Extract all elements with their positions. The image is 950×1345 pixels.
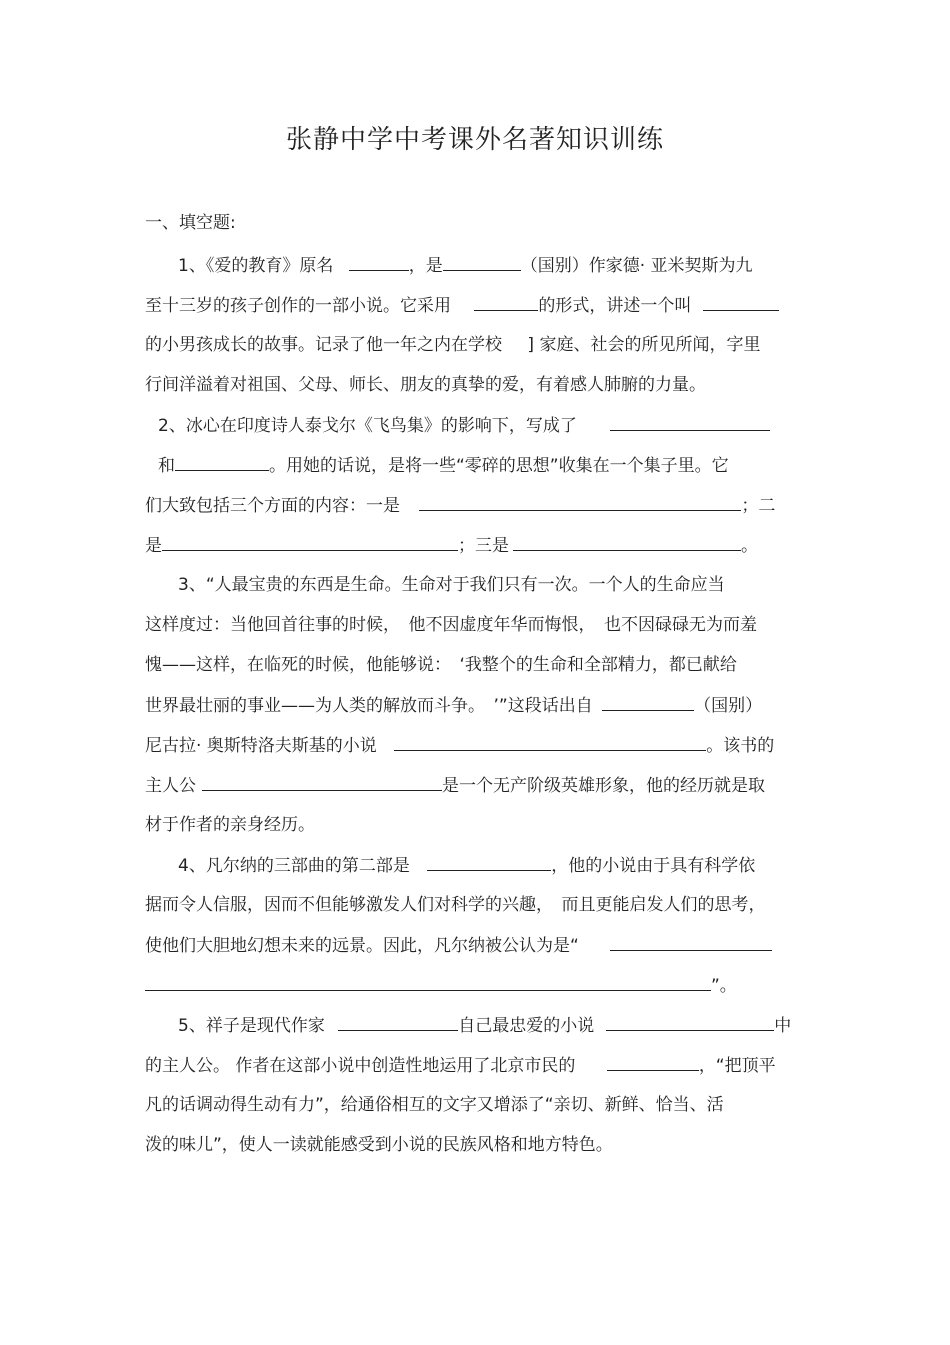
blank-title-1 bbox=[610, 934, 772, 951]
q3-line-3: 愧——这样，在临死的时候，他能够说： ‘我整个的生命和全部精力，都已献给 bbox=[145, 655, 737, 675]
q1-line-4: 行间洋溢着对祖国、父母、师长、朋友的真挚的爱，有着感人肺腑的力量。 bbox=[145, 375, 706, 395]
q1-text: ，是 bbox=[408, 256, 443, 276]
q1-line-1 bbox=[178, 254, 753, 277]
q3-line-1: 3、“人最宝贵的东西是生命。生命对于我们只有一次。一个人的生命应当 bbox=[178, 575, 725, 595]
blank-content-1 bbox=[419, 494, 741, 511]
q1-text: 至十三岁的孩子创作的一部小说。它采用 bbox=[145, 296, 451, 316]
q2-text: ；三是 bbox=[458, 536, 509, 556]
q5-text: 的主人公。 作者在这部小说中创造性地运用了北京市民的 bbox=[145, 1056, 576, 1076]
q3-text: 尼古拉· 奥斯特洛夫斯基的小说 bbox=[145, 736, 377, 756]
q5-text: ，“把顶平 bbox=[698, 1056, 776, 1076]
q2-line-3 bbox=[145, 494, 775, 517]
q5-line-3: 凡的话调动得生动有力”，给通俗相互的文字又增添了“亲切、新鲜、恰当、活 bbox=[145, 1095, 724, 1115]
blank-work-1 bbox=[610, 414, 770, 431]
q5-line-2 bbox=[145, 1054, 776, 1077]
q4-text: 4、凡尔纳的三部曲的第二部是 bbox=[178, 856, 410, 876]
q4-line-1 bbox=[178, 854, 755, 877]
q2-line-2 bbox=[158, 454, 729, 477]
q5-text: 自己最忠爱的小说 bbox=[458, 1016, 595, 1036]
q2-text: 们大致包括三个方面的内容：一是 bbox=[145, 496, 400, 516]
blank-country bbox=[602, 694, 694, 711]
q3-text: 是一个无产阶级英雄形象，他的经历就是取 bbox=[442, 776, 765, 796]
q1-line-2 bbox=[145, 294, 779, 317]
section-heading: 一、填空题: bbox=[145, 213, 236, 233]
blank-author bbox=[338, 1014, 458, 1031]
q4-line-2: 据而令人信服，因而不但能够激发人们对科学的兴趣， 而且更能启发人们的思考， bbox=[145, 895, 766, 915]
page-title: 张静中学中考课外名著知识训练 bbox=[285, 125, 664, 155]
q1-line-3 bbox=[145, 334, 760, 356]
blank-boy-name bbox=[703, 294, 779, 311]
q4-text: ，他的小说由于具有科学依 bbox=[551, 856, 756, 876]
q3-line-5 bbox=[145, 734, 774, 757]
q3-text: 。该书的 bbox=[706, 736, 775, 756]
q5-text: 5、祥子是现代作家 bbox=[178, 1016, 325, 1036]
q1-text: （国别）作家德· 亚米契斯为九 bbox=[520, 256, 753, 276]
blank-country bbox=[443, 254, 521, 271]
blank-content-2 bbox=[162, 534, 458, 551]
q3-line-2: 这样度过：当他回首往事的时候， 他不因虚度年华而悔恨， 也不因碌碌无为而羞 bbox=[145, 615, 757, 635]
q3-text: 世界最壮丽的事业——为人类的解放而斗争。 ’”这段话出自 bbox=[145, 696, 593, 716]
blank-form bbox=[474, 294, 538, 311]
q1-text: 的小男孩成长的故事。记录了他一年之内在学校 bbox=[145, 335, 502, 355]
q4-line-4 bbox=[145, 974, 737, 997]
q3-line-4 bbox=[145, 694, 762, 717]
blank-language bbox=[607, 1054, 699, 1071]
blank-novel bbox=[606, 1014, 774, 1031]
q2-text: 是 bbox=[145, 536, 162, 556]
blank-protagonist bbox=[202, 774, 442, 791]
blank-second-part bbox=[427, 854, 551, 871]
q2-text: 。 bbox=[741, 536, 758, 556]
q3-text: （国别） bbox=[694, 696, 763, 716]
q1-text: ] 家庭、社会的所见所闻，字里 bbox=[527, 335, 761, 355]
q2-text: ；二 bbox=[741, 496, 776, 516]
q2-line-4 bbox=[145, 534, 758, 557]
blank-title-2 bbox=[145, 974, 711, 991]
blank-novel-title bbox=[394, 734, 706, 751]
q5-line-1 bbox=[178, 1014, 791, 1037]
q4-text: ”。 bbox=[711, 976, 737, 996]
q4-line-3 bbox=[145, 934, 772, 957]
q1-text: 的形式，讲述一个叫 bbox=[538, 296, 692, 316]
q2-text: 。用她的话说，是将一些“零碎的思想”收集在一个集子里。它 bbox=[269, 456, 729, 476]
blank-original-title bbox=[349, 254, 409, 271]
q2-line-1 bbox=[158, 414, 770, 437]
q5-line-4: 泼的味儿”，使人一读就能感受到小说的民族风格和地方特色。 bbox=[145, 1135, 613, 1155]
q3-line-7: 材于作者的亲身经历。 bbox=[145, 815, 315, 835]
q3-text: 主人公 bbox=[145, 776, 196, 796]
q5-text: 中 bbox=[774, 1016, 792, 1036]
q3-line-6 bbox=[145, 774, 765, 797]
blank-work-2 bbox=[175, 454, 269, 471]
q2-text: 2、冰心在印度诗人泰戈尔《飞鸟集》的影响下，写成了 bbox=[158, 416, 577, 436]
q1-text: 1、《爱的教育》原名 bbox=[178, 256, 334, 276]
q4-text: 使他们大胆地幻想未来的远景。因此，凡尔纳被公认为是“ bbox=[145, 936, 579, 956]
q2-text: 和 bbox=[158, 456, 175, 476]
blank-content-3 bbox=[513, 534, 741, 551]
